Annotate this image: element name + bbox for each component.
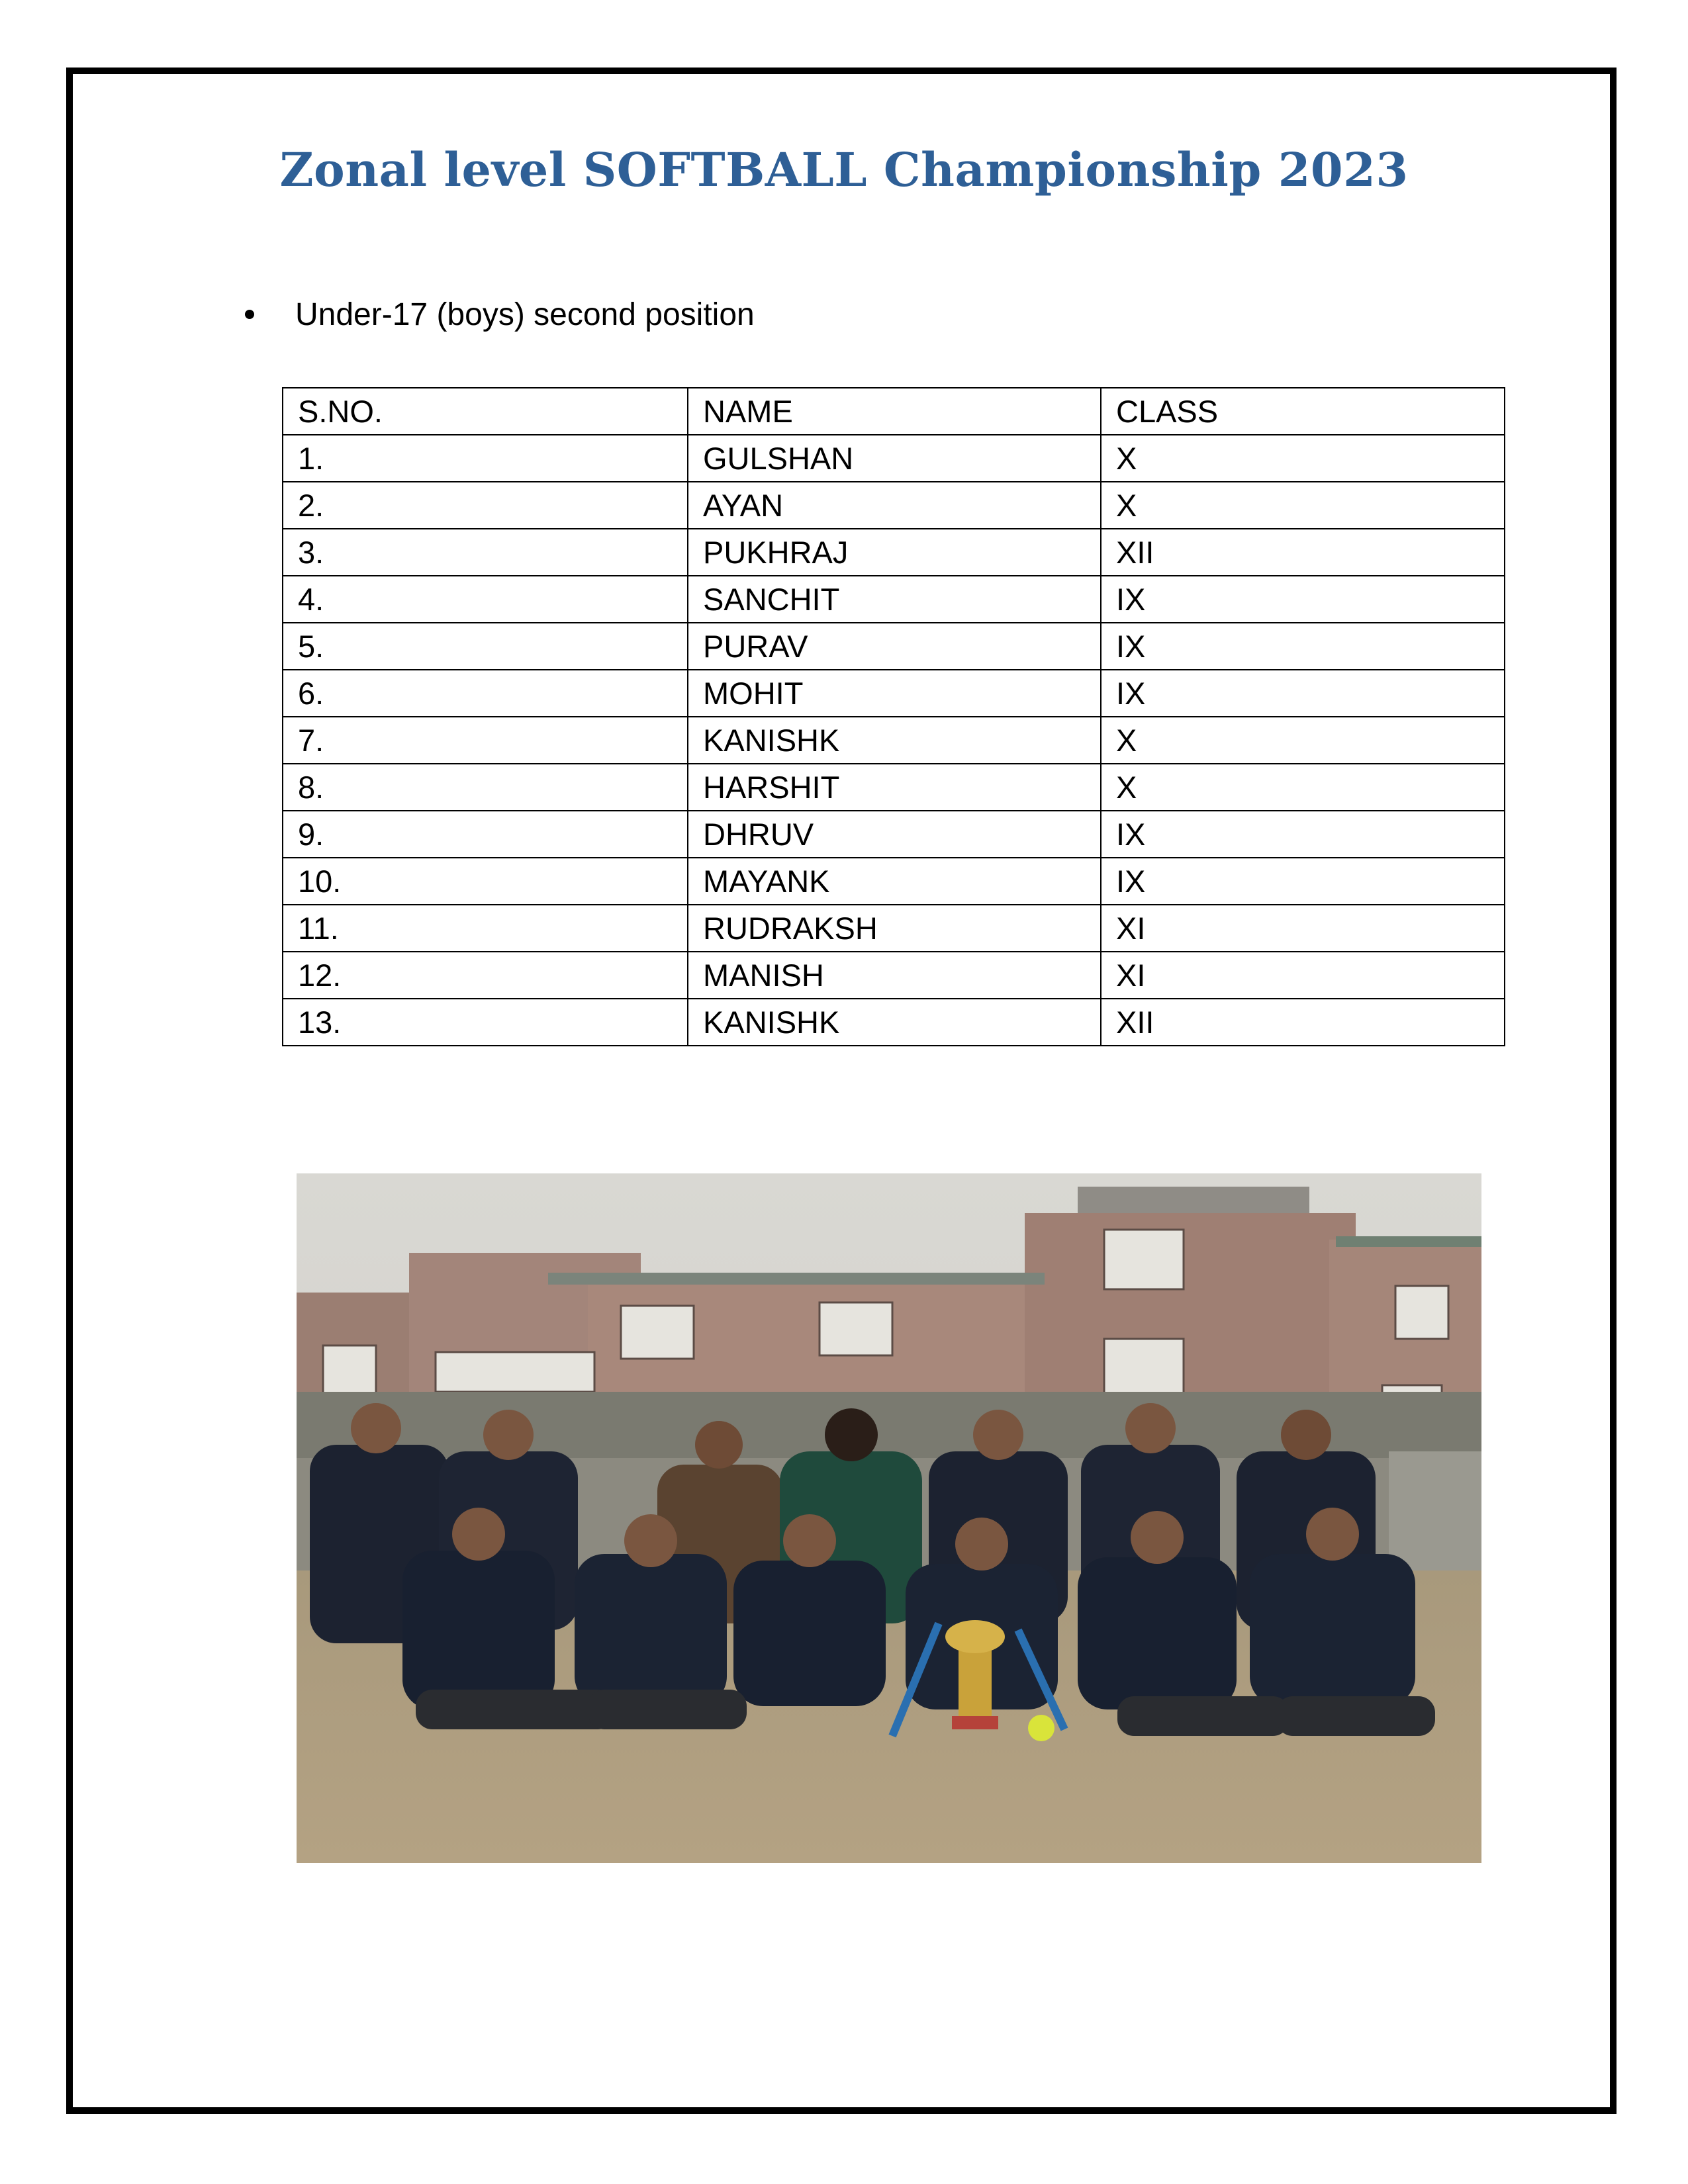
table-row: [283, 576, 1505, 623]
table-row: [283, 529, 1505, 576]
table-row: [283, 952, 1505, 999]
cell-name: SANCHIT: [688, 576, 1101, 623]
header-class: CLASS: [1101, 388, 1505, 435]
cell-sno: 8.: [283, 764, 688, 811]
cell-class: IX: [1101, 670, 1505, 717]
cell-class: XII: [1101, 529, 1505, 576]
page-title: Zonal level SOFTBALL Championship 2023: [279, 142, 1409, 197]
cell-name: HARSHIT: [688, 764, 1101, 811]
cell-sno: 11.: [283, 905, 688, 952]
table-row: [283, 482, 1505, 529]
cell-class: X: [1101, 482, 1505, 529]
cell-name: AYAN: [688, 482, 1101, 529]
cell-sno: 6.: [283, 670, 688, 717]
cell-class: X: [1101, 717, 1505, 764]
team-photo: [297, 1173, 1481, 1863]
cell-name: KANISHK: [688, 717, 1101, 764]
table-row: [283, 858, 1505, 905]
cell-sno: 4.: [283, 576, 688, 623]
cell-class: IX: [1101, 858, 1505, 905]
cell-sno: 5.: [283, 623, 688, 670]
table-row: [283, 999, 1505, 1046]
cell-class: XI: [1101, 952, 1505, 999]
cell-class: XII: [1101, 999, 1505, 1046]
cell-name: GULSHAN: [688, 435, 1101, 482]
table-row: [283, 670, 1505, 717]
table-row: [283, 764, 1505, 811]
cell-sno: 12.: [283, 952, 688, 999]
cell-class: IX: [1101, 623, 1505, 670]
cell-name: PURAV: [688, 623, 1101, 670]
header-sno: S.NO.: [283, 388, 688, 435]
cell-name: MANISH: [688, 952, 1101, 999]
bullet-text: Under-17 (boys) second position: [295, 296, 755, 332]
bullet-dot-icon: [245, 310, 254, 319]
cell-sno: 1.: [283, 435, 688, 482]
cell-name: MAYANK: [688, 858, 1101, 905]
cell-name: KANISHK: [688, 999, 1101, 1046]
cell-sno: 10.: [283, 858, 688, 905]
table-header-row: [283, 388, 1505, 435]
cell-class: XI: [1101, 905, 1505, 952]
cell-class: IX: [1101, 576, 1505, 623]
cell-sno: 9.: [283, 811, 688, 858]
cell-class: X: [1101, 435, 1505, 482]
cell-sno: 13.: [283, 999, 688, 1046]
cell-class: IX: [1101, 811, 1505, 858]
table-row: [283, 623, 1505, 670]
cell-sno: 2.: [283, 482, 688, 529]
table-row: [283, 435, 1505, 482]
team-roster-table: [282, 387, 1505, 1046]
cell-sno: 3.: [283, 529, 688, 576]
cell-name: PUKHRAJ: [688, 529, 1101, 576]
bullet-item: [245, 291, 755, 338]
header-name: NAME: [688, 388, 1101, 435]
cell-name: DHRUV: [688, 811, 1101, 858]
cell-name: RUDRAKSH: [688, 905, 1101, 952]
cell-name: MOHIT: [688, 670, 1101, 717]
table-row: [283, 717, 1505, 764]
cell-class: X: [1101, 764, 1505, 811]
table-row: [283, 811, 1505, 858]
cell-sno: 7.: [283, 717, 688, 764]
table-row: [283, 905, 1505, 952]
